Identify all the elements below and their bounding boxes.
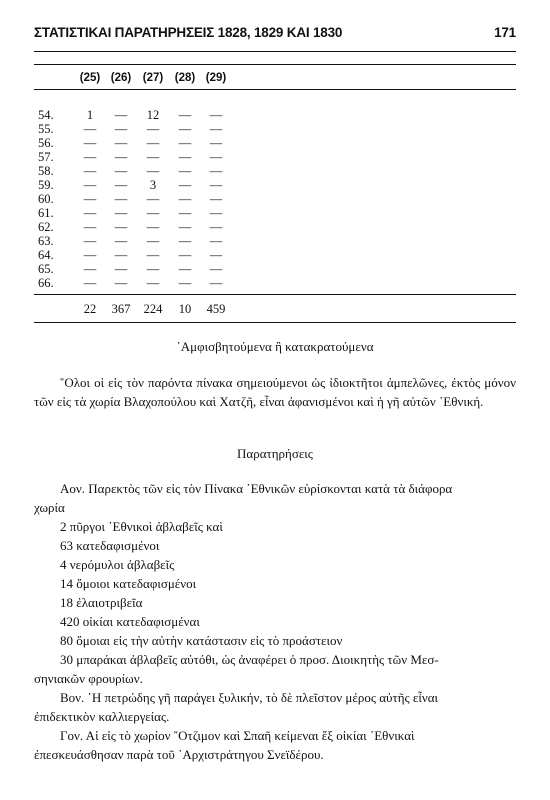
table-row <box>0 150 550 164</box>
remark-c-cont: ἐπεσκευάσθησαν παρὰ τοῦ ᾿Αρχιστράτηγου Σνεϊδέρου. <box>34 747 324 762</box>
running-title: ΣΤΑΤΙΣΤΙΚΑΙ ΠΑΡΑΤΗΡΗΣΕΙΣ 1828, 1829 ΚΑΙ 1830 <box>34 25 343 40</box>
table-cell: — <box>83 206 97 220</box>
column-header: (26) <box>110 72 132 84</box>
table-cell: — <box>114 122 128 136</box>
table-cell: — <box>83 248 97 262</box>
table-cell: — <box>146 206 160 220</box>
table-cell: — <box>146 150 160 164</box>
remark-item-last-cont: σηνιακῶν φρουρίων. <box>34 671 143 686</box>
row-number: 64. <box>38 248 54 262</box>
table-cell: 1 <box>86 108 94 122</box>
row-number: 54. <box>38 108 54 122</box>
table-cell: — <box>178 220 192 234</box>
remark-b: Βον. ῾Η πετρώδης γῆ παράγει ξυλικήν, τὸ δὲ πλεῖστον μέρος αὐτῆς εἶναι <box>60 690 439 705</box>
table-cell: — <box>114 108 128 122</box>
table-cell: — <box>178 248 192 262</box>
table-row <box>0 136 550 150</box>
table-cell: — <box>114 234 128 248</box>
table-cell: — <box>114 220 128 234</box>
table-cell: — <box>178 234 192 248</box>
column-header: (25) <box>79 72 101 84</box>
table-cell: — <box>209 136 223 150</box>
table-cell: — <box>209 178 223 192</box>
table-cell: — <box>146 122 160 136</box>
row-number: 65. <box>38 262 54 276</box>
table-cell: — <box>209 164 223 178</box>
table-cell: — <box>114 276 128 290</box>
table-cell: — <box>114 164 128 178</box>
remark-item-last: 30 μπαράκαι ἀβλαβεῖς αὐτόθι, ὡς ἀναφέρει ὁ προσ. Διοικητὴς τῶν Μεσ- <box>60 652 439 667</box>
table-bottom-rule <box>34 322 516 323</box>
table-cell: — <box>114 136 128 150</box>
table-cell: — <box>83 276 97 290</box>
total-cell: 22 <box>83 302 97 316</box>
table-cell: — <box>146 136 160 150</box>
row-number: 56. <box>38 136 54 150</box>
table-cell: — <box>178 192 192 206</box>
table-cell: — <box>209 192 223 206</box>
table-cell: — <box>114 150 128 164</box>
table-cell: — <box>178 178 192 192</box>
table-row <box>0 192 550 206</box>
table-cell: — <box>114 178 128 192</box>
table-cell: 3 <box>149 178 157 192</box>
table-cell: — <box>146 192 160 206</box>
row-number: 61. <box>38 206 54 220</box>
totals-rule <box>34 294 516 295</box>
table-cell: — <box>114 192 128 206</box>
remark-c: Γον. Αἱ εἰς τὸ χωρίον ῎Οτζιμον καὶ Σπαῆ κείμεναι ἕξ οἰκίαι ᾿Εθνικαὶ <box>60 728 415 743</box>
table-cell: — <box>83 220 97 234</box>
table-cell: — <box>209 248 223 262</box>
table-row <box>0 262 550 276</box>
table-row <box>0 248 550 262</box>
table-row <box>0 164 550 178</box>
table-cell: — <box>83 150 97 164</box>
table-cell: — <box>146 164 160 178</box>
table-cell: — <box>83 122 97 136</box>
total-cell: 10 <box>178 302 192 316</box>
header-rule <box>34 51 516 52</box>
running-header <box>34 25 516 45</box>
total-cell: 459 <box>206 302 226 316</box>
table-row <box>0 122 550 136</box>
table-cell: — <box>209 150 223 164</box>
table-cell: — <box>178 136 192 150</box>
row-number: 58. <box>38 164 54 178</box>
remarks-heading: Παρατηρήσεις <box>237 446 313 461</box>
table-cell: — <box>209 122 223 136</box>
table-cell: — <box>114 262 128 276</box>
disputed-paragraph: ῞Ολοι οἱ εἰς τὸν παρόντα πίνακα σημειούμενοι ὡς ἰδιοκτῆτοι ἀμπελῶνες, ἐκτὸς μόνον τῶν εἰς τὰ χωρία Βλαχοπούλου καὶ Χατζῆ, εἶναι ἀφανισμένοι καὶ ἡ γῆ αὐτῶν ᾿Εθνική. <box>34 375 516 409</box>
row-number: 66. <box>38 276 54 290</box>
table-header-rule <box>34 89 516 90</box>
table-cell: — <box>178 108 192 122</box>
table-cell: — <box>178 164 192 178</box>
remark-item: 18 ἐλαιοτριβεῖα <box>60 595 143 610</box>
total-cell: 224 <box>143 302 163 316</box>
page-number: 171 <box>494 25 516 40</box>
remark-a-intro: Αον. Παρεκτὸς τῶν εἰς τὸν Πίνακα ᾿Εθνικῶν εὑρίσκονται κατὰ τὰ διάφορα <box>60 481 453 496</box>
table-row <box>0 220 550 234</box>
table-row <box>0 206 550 220</box>
remark-a-intro-cont: χωρία <box>34 500 65 515</box>
table-row <box>0 276 550 290</box>
total-cell: 367 <box>111 302 131 316</box>
table-cell: — <box>83 136 97 150</box>
row-number: 57. <box>38 150 54 164</box>
table-cell: — <box>209 108 223 122</box>
column-header: (29) <box>205 72 227 84</box>
table-cell: — <box>178 122 192 136</box>
table-cell: — <box>83 178 97 192</box>
table-cell: — <box>83 164 97 178</box>
table-cell: — <box>178 150 192 164</box>
table-row <box>0 108 550 122</box>
column-header: (27) <box>142 72 164 84</box>
table-cell: — <box>83 262 97 276</box>
row-number: 59. <box>38 178 54 192</box>
table-row <box>0 178 550 192</box>
table-cell: — <box>178 206 192 220</box>
remark-item: 63 κατεδαφισμένοι <box>60 538 160 553</box>
column-header: (28) <box>174 72 196 84</box>
remark-item: 420 οἰκίαι κατεδαφισμέναι <box>60 614 200 629</box>
table-cell: — <box>146 248 160 262</box>
table-cell: — <box>146 262 160 276</box>
table-cell: — <box>114 248 128 262</box>
table-cell: — <box>146 276 160 290</box>
table-cell: — <box>146 220 160 234</box>
table-row <box>0 234 550 248</box>
table-cell: — <box>209 206 223 220</box>
row-number: 62. <box>38 220 54 234</box>
table-cell: — <box>209 276 223 290</box>
remark-item: 80 ὅμοιαι εἰς τὴν αὐτὴν κατάστασιν εἰς τὸ προάστειον <box>60 633 343 648</box>
remark-item: 2 πῦργοι ᾿Εθνικοὶ ἀβλαβεῖς καὶ <box>60 519 223 534</box>
table-cell: — <box>83 234 97 248</box>
table-cell: 12 <box>146 108 160 122</box>
row-number: 55. <box>38 122 54 136</box>
table-cell: — <box>178 276 192 290</box>
table-cell: — <box>209 262 223 276</box>
table-cell: — <box>209 220 223 234</box>
table-cell: — <box>83 192 97 206</box>
row-number: 60. <box>38 192 54 206</box>
table-cell: — <box>209 234 223 248</box>
disputed-heading: ᾿Αμφισβητούμενα ἢ κατακρατούμενα <box>176 339 374 354</box>
remark-b-cont: ἐπιδεκτικὸν καλλιεργείας. <box>34 709 170 724</box>
row-number: 63. <box>38 234 54 248</box>
table-top-rule <box>34 64 516 65</box>
remark-item: 14 ὅμοιοι κατεδαφισμένοι <box>60 576 197 591</box>
table-cell: — <box>178 262 192 276</box>
table-cell: — <box>146 234 160 248</box>
table-cell: — <box>114 206 128 220</box>
remark-item: 4 νερόμυλοι ἀβλαβεῖς <box>60 557 175 572</box>
